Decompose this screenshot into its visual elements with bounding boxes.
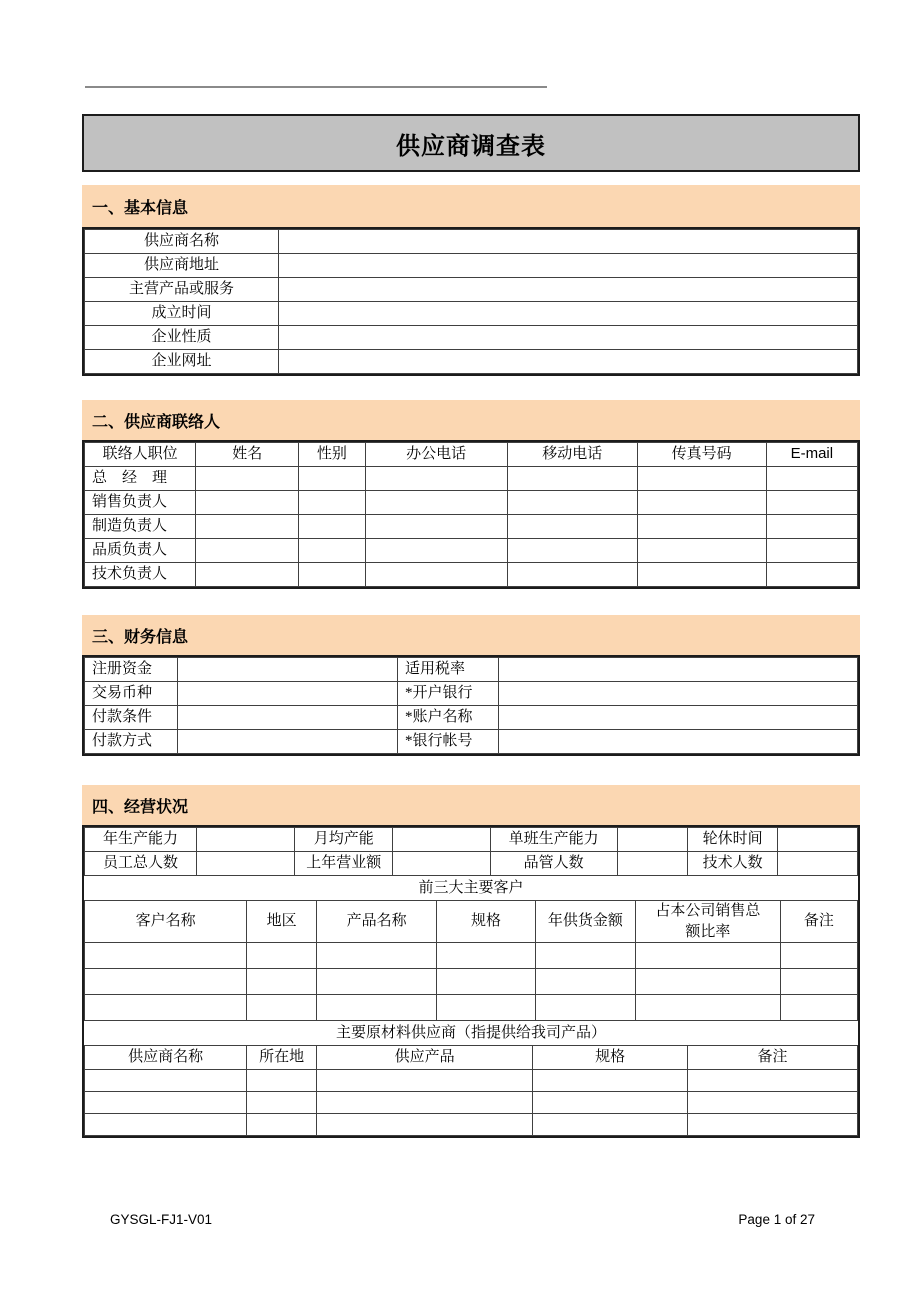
input-cell[interactable] bbox=[498, 730, 857, 754]
input-cell[interactable] bbox=[393, 828, 490, 852]
table-row bbox=[85, 682, 858, 706]
column-header-location: 所在地 bbox=[247, 1046, 317, 1070]
raw-suppliers-caption: 主要原材料供应商（指提供给我司产品） bbox=[84, 1021, 858, 1045]
input-cell[interactable] bbox=[778, 828, 858, 852]
input-cell[interactable] bbox=[247, 995, 317, 1021]
table-row bbox=[85, 852, 858, 876]
customers-header-row bbox=[85, 901, 858, 943]
table-row bbox=[85, 730, 858, 754]
input-cell[interactable] bbox=[177, 682, 397, 706]
input-cell[interactable] bbox=[365, 515, 507, 539]
table-row bbox=[85, 1114, 858, 1136]
input-cell[interactable] bbox=[247, 1114, 317, 1136]
table-row bbox=[85, 1070, 858, 1092]
input-cell[interactable] bbox=[637, 563, 766, 587]
table-row bbox=[85, 326, 858, 350]
field-label-main-products: 主营产品或服务 bbox=[85, 278, 279, 302]
field-label-last-year-revenue: 上年营业额 bbox=[295, 852, 393, 876]
input-cell[interactable] bbox=[393, 852, 490, 876]
column-header-region: 地区 bbox=[247, 901, 317, 943]
input-cell[interactable] bbox=[196, 563, 299, 587]
field-label-annual-capacity: 年生产能力 bbox=[85, 828, 197, 852]
input-cell[interactable] bbox=[533, 1070, 688, 1092]
section-business-band bbox=[82, 785, 860, 825]
input-cell[interactable] bbox=[507, 467, 637, 491]
input-cell[interactable] bbox=[687, 1070, 857, 1092]
input-cell[interactable] bbox=[766, 539, 857, 563]
table-row bbox=[85, 515, 858, 539]
input-cell[interactable] bbox=[196, 467, 299, 491]
field-label-tax-rate: 适用税率 bbox=[398, 658, 498, 682]
section-contacts-band bbox=[82, 400, 860, 440]
input-cell-main-products[interactable] bbox=[279, 278, 858, 302]
row-label-sales-manager: 销售负责人 bbox=[85, 491, 196, 515]
field-label-bank-account: *银行帐号 bbox=[398, 730, 498, 754]
input-cell[interactable] bbox=[365, 467, 507, 491]
table-row bbox=[85, 467, 858, 491]
field-label-registered-capital: 注册资金 bbox=[85, 658, 178, 682]
input-cell[interactable] bbox=[636, 995, 781, 1021]
input-cell[interactable] bbox=[507, 563, 637, 587]
top-customers-caption: 前三大主要客户 bbox=[84, 876, 858, 900]
section-basic-heading: 一、基本信息 bbox=[92, 199, 189, 217]
input-cell[interactable] bbox=[196, 515, 299, 539]
field-label-company-website: 企业网址 bbox=[85, 350, 279, 374]
table-row bbox=[85, 828, 858, 852]
column-header-supplier-remarks: 备注 bbox=[687, 1046, 857, 1070]
input-cell[interactable] bbox=[365, 491, 507, 515]
column-header-supplier-name: 供应商名称 bbox=[85, 1046, 247, 1070]
field-label-bank-name: *开户银行 bbox=[398, 682, 498, 706]
suppliers-header-row bbox=[85, 1046, 858, 1070]
input-cell[interactable] bbox=[197, 852, 295, 876]
input-cell[interactable] bbox=[636, 969, 781, 995]
column-header-supplied-product: 供应产品 bbox=[316, 1046, 532, 1070]
basic-info-table bbox=[82, 227, 860, 376]
page-footer bbox=[82, 1212, 860, 1227]
field-label-monthly-capacity: 月均产能 bbox=[295, 828, 393, 852]
input-cell[interactable] bbox=[535, 969, 635, 995]
input-cell[interactable] bbox=[299, 515, 365, 539]
input-cell[interactable] bbox=[617, 828, 687, 852]
section-business-heading: 四、经营状况 bbox=[92, 798, 189, 816]
input-cell[interactable] bbox=[637, 539, 766, 563]
input-cell[interactable] bbox=[316, 969, 437, 995]
input-cell[interactable] bbox=[498, 682, 857, 706]
column-header-role: 联络人职位 bbox=[85, 443, 196, 467]
input-cell-supplier-name[interactable] bbox=[279, 230, 858, 254]
input-cell[interactable] bbox=[636, 943, 781, 969]
input-cell[interactable] bbox=[177, 730, 397, 754]
column-header-remarks: 备注 bbox=[780, 901, 857, 943]
table-row bbox=[85, 658, 858, 682]
input-cell[interactable] bbox=[498, 706, 857, 730]
field-label-qc-staff-count: 品管人数 bbox=[490, 852, 617, 876]
input-cell[interactable] bbox=[535, 943, 635, 969]
row-label-quality-manager: 品质负责人 bbox=[85, 539, 196, 563]
input-cell[interactable] bbox=[316, 1070, 532, 1092]
header-rule bbox=[85, 86, 547, 88]
row-label-general-manager: 总 经 理 bbox=[85, 467, 196, 491]
input-cell[interactable] bbox=[85, 1114, 247, 1136]
field-label-rotation-time: 轮休时间 bbox=[687, 828, 777, 852]
input-cell[interactable] bbox=[498, 658, 857, 682]
input-cell[interactable] bbox=[437, 995, 535, 1021]
column-header-sales-ratio: 占本公司销售总额比率 bbox=[636, 901, 781, 943]
column-header-spec: 规格 bbox=[437, 901, 535, 943]
input-cell[interactable] bbox=[316, 1114, 532, 1136]
contacts-header-row bbox=[85, 443, 858, 467]
document-code: GYSGL-FJ1-V01 bbox=[110, 1212, 213, 1227]
input-cell[interactable] bbox=[637, 491, 766, 515]
input-cell[interactable] bbox=[177, 706, 397, 730]
input-cell[interactable] bbox=[365, 539, 507, 563]
table-row bbox=[85, 254, 858, 278]
input-cell[interactable] bbox=[247, 1070, 317, 1092]
table-row bbox=[85, 350, 858, 374]
input-cell[interactable] bbox=[177, 658, 397, 682]
field-label-total-employees: 员工总人数 bbox=[85, 852, 197, 876]
column-header-gender: 性别 bbox=[299, 443, 365, 467]
input-cell[interactable] bbox=[780, 943, 857, 969]
section-basic-band bbox=[82, 185, 860, 227]
input-cell[interactable] bbox=[316, 1092, 532, 1114]
input-cell[interactable] bbox=[687, 1092, 857, 1114]
field-label-account-name: *账户名称 bbox=[398, 706, 498, 730]
input-cell-supplier-address[interactable] bbox=[279, 254, 858, 278]
input-cell[interactable] bbox=[637, 467, 766, 491]
input-cell-company-type[interactable] bbox=[279, 326, 858, 350]
field-label-trade-currency: 交易币种 bbox=[85, 682, 178, 706]
input-cell[interactable] bbox=[637, 515, 766, 539]
input-cell[interactable] bbox=[85, 1092, 247, 1114]
page-number: Page 1 of 27 bbox=[738, 1212, 815, 1227]
table-row bbox=[85, 995, 858, 1021]
input-cell[interactable] bbox=[197, 828, 295, 852]
input-cell[interactable] bbox=[507, 491, 637, 515]
table-row bbox=[85, 1092, 858, 1114]
table-row bbox=[85, 491, 858, 515]
input-cell[interactable] bbox=[766, 491, 857, 515]
title-bar bbox=[82, 114, 860, 172]
input-cell[interactable] bbox=[507, 539, 637, 563]
input-cell[interactable] bbox=[365, 563, 507, 587]
contacts-table bbox=[82, 440, 860, 589]
field-label-supplier-name: 供应商名称 bbox=[85, 230, 279, 254]
field-label-payment-terms: 付款条件 bbox=[85, 706, 178, 730]
input-cell-company-website[interactable] bbox=[279, 350, 858, 374]
input-cell[interactable] bbox=[196, 491, 299, 515]
table-row bbox=[85, 278, 858, 302]
column-header-email: E-mail bbox=[766, 443, 857, 467]
input-cell[interactable] bbox=[247, 969, 317, 995]
column-header-supplier-spec: 规格 bbox=[533, 1046, 688, 1070]
input-cell[interactable] bbox=[766, 563, 857, 587]
row-label-technical-manager: 技术负责人 bbox=[85, 563, 196, 587]
row-label-manufacturing-manager: 制造负责人 bbox=[85, 515, 196, 539]
table-row bbox=[85, 969, 858, 995]
input-cell[interactable] bbox=[299, 563, 365, 587]
input-cell[interactable] bbox=[85, 969, 247, 995]
table-row bbox=[85, 539, 858, 563]
column-header-mobile-phone: 移动电话 bbox=[507, 443, 637, 467]
input-cell[interactable] bbox=[780, 969, 857, 995]
table-row bbox=[85, 302, 858, 326]
input-cell[interactable] bbox=[687, 1114, 857, 1136]
input-cell[interactable] bbox=[299, 467, 365, 491]
field-label-single-shift-capacity: 单班生产能力 bbox=[490, 828, 617, 852]
input-cell[interactable] bbox=[85, 1070, 247, 1092]
column-header-product-name: 产品名称 bbox=[316, 901, 437, 943]
input-cell[interactable] bbox=[247, 1092, 317, 1114]
column-header-annual-supply-amount: 年供货金额 bbox=[535, 901, 635, 943]
table-row bbox=[85, 230, 858, 254]
input-cell[interactable] bbox=[535, 995, 635, 1021]
input-cell[interactable] bbox=[780, 995, 857, 1021]
input-cell[interactable] bbox=[316, 995, 437, 1021]
input-cell[interactable] bbox=[507, 515, 637, 539]
input-cell[interactable] bbox=[778, 852, 858, 876]
top-customers-table bbox=[84, 900, 858, 1021]
page-title: 供应商调查表 bbox=[396, 133, 546, 160]
input-cell[interactable] bbox=[533, 1092, 688, 1114]
field-label-company-type: 企业性质 bbox=[85, 326, 279, 350]
field-label-founded-date: 成立时间 bbox=[85, 302, 279, 326]
column-header-name: 姓名 bbox=[196, 443, 299, 467]
field-label-payment-method: 付款方式 bbox=[85, 730, 178, 754]
input-cell[interactable] bbox=[533, 1114, 688, 1136]
table-row bbox=[85, 943, 858, 969]
input-cell[interactable] bbox=[437, 943, 535, 969]
input-cell[interactable] bbox=[196, 539, 299, 563]
input-cell[interactable] bbox=[247, 943, 317, 969]
input-cell[interactable] bbox=[316, 943, 437, 969]
section-contacts-heading: 二、供应商联络人 bbox=[92, 413, 221, 431]
column-header-customer-name: 客户名称 bbox=[85, 901, 247, 943]
finance-table bbox=[82, 655, 860, 756]
table-row bbox=[85, 563, 858, 587]
input-cell[interactable] bbox=[299, 491, 365, 515]
column-header-office-phone: 办公电话 bbox=[365, 443, 507, 467]
section-finance-heading: 三、财务信息 bbox=[92, 628, 189, 646]
raw-suppliers-table bbox=[84, 1045, 858, 1136]
input-cell[interactable] bbox=[437, 969, 535, 995]
input-cell[interactable] bbox=[85, 943, 247, 969]
input-cell[interactable] bbox=[766, 467, 857, 491]
field-label-technical-staff-count: 技术人数 bbox=[687, 852, 777, 876]
capacity-table bbox=[84, 827, 858, 876]
table-row bbox=[85, 706, 858, 730]
field-label-supplier-address: 供应商地址 bbox=[85, 254, 279, 278]
column-header-fax: 传真号码 bbox=[637, 443, 766, 467]
input-cell[interactable] bbox=[299, 539, 365, 563]
input-cell-founded-date[interactable] bbox=[279, 302, 858, 326]
input-cell[interactable] bbox=[85, 995, 247, 1021]
section-finance-band bbox=[82, 615, 860, 655]
input-cell[interactable] bbox=[617, 852, 687, 876]
input-cell[interactable] bbox=[766, 515, 857, 539]
business-status-table bbox=[82, 825, 860, 1138]
